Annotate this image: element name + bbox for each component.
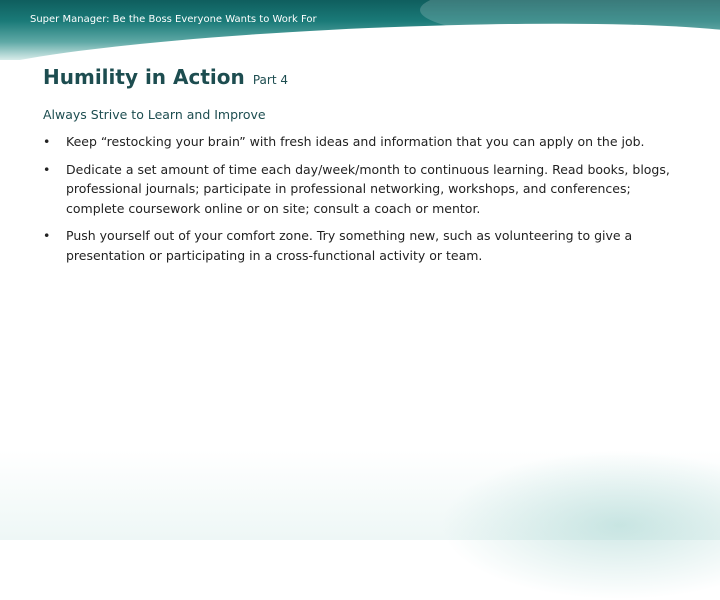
bullet-item	[43, 226, 683, 265]
bullet-list	[43, 132, 683, 273]
header-banner	[0, 0, 720, 60]
banner-title: Super Manager: Be the Boss Everyone Wants to Work For	[30, 14, 317, 25]
bullet-marker: •	[43, 161, 51, 177]
page-title: Humility in Action	[43, 65, 245, 89]
bullet-item	[43, 160, 683, 219]
bullet-marker: •	[43, 228, 51, 243]
page-subtitle: Part 4	[252, 73, 288, 87]
page-heading	[43, 65, 288, 89]
bullet-text: Push yourself out of your comfort zone. Try something new, such as volunteering to give a presentation or participating in a cross-functional activity or team.	[66, 228, 633, 263]
bullet-marker: •	[43, 134, 51, 149]
section-heading: Always Strive to Learn and Improve	[43, 107, 266, 122]
bullet-item	[43, 132, 683, 152]
bullet-text: Dedicate a set amount of time each day/week/month to continuous learning. Read books, blogs, professional journals; participate in professional networking, workshops, and conferences; complete coursework online or on site; consult a coach or mentor.	[66, 161, 670, 216]
bullet-text: Keep “restocking your brain” with fresh ideas and information that you can apply on the job.	[66, 134, 645, 149]
